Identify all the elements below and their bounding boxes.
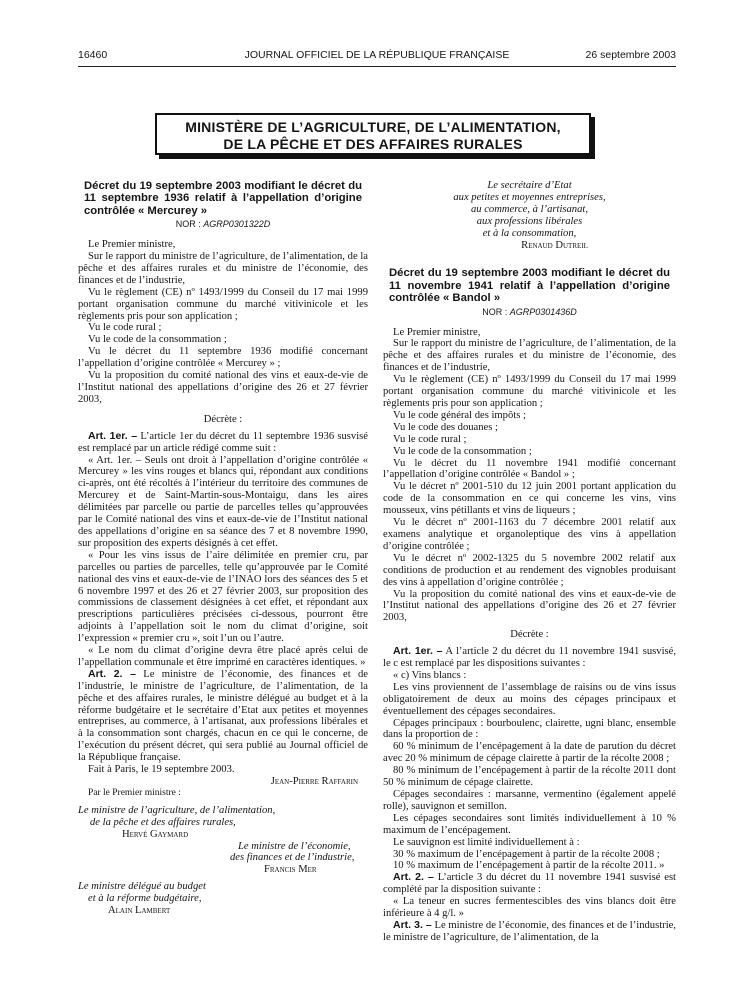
- article-label: Art. 2. –: [393, 871, 434, 884]
- nor-code: AGRP0301322D: [203, 219, 271, 230]
- page-header: [78, 49, 676, 63]
- paragraph: « Pour les vins issus de l’aire délimitée en premier cru, par parcelles ou parties de parcelles, telle qu’approuvée par le Comité national des vins et eaux-de-vie de l’INAO lors des séances des 5 et 6 novembre 1997 et des 26 et 27 février 2003, sur proposition des commissions de classement désignées à cet effet, et répondant aux prescriptions particulières précisées ci-dessous, pourront être adjoints à l’appellation soit le nom du climat d’origine, soit l’expression « premier cru », soit l’un ou l’autre.: [78, 549, 368, 645]
- nor-label: NOR :: [175, 219, 201, 230]
- paragraph: « La teneur en sucres fermentescibles des vins blancs doit être inférieure à 4 g/l. »: [383, 896, 676, 920]
- paragraph: « Le nom du climat d’origine devra être placé après celui de l’appellation communale et être imprimé en caractères identiques. »: [78, 645, 368, 668]
- signature-title: de la pêche et des affaires rurales,: [90, 816, 236, 828]
- decrete-heading: Décrète :: [203, 413, 243, 425]
- paragraph: Les cépages secondaires sont limités individuellement à 10 % maximum de l’encépagement.: [383, 812, 676, 836]
- signature-title: des finances et de l’industrie,: [230, 852, 355, 864]
- paragraph: Vu le code général des impôts ;: [393, 409, 526, 421]
- nor-reference: [383, 307, 676, 319]
- paragraph: Le Premier ministre,: [393, 326, 481, 338]
- decree-title-mercurey: Décret du 19 septembre 2003 modifiant le décret du 11 septembre 1936 relatif à l’appellation d’origine contrôlée « Mercurey »: [84, 180, 362, 217]
- right-column: [383, 180, 676, 944]
- issue-date: 26 septembre 2003: [585, 49, 676, 61]
- paragraph: 30 % maximum de l’encépagement à partir de la récolte 2008 ;: [393, 848, 660, 860]
- signature-title: aux petites et moyennes entreprises,: [453, 191, 606, 203]
- signature-title: Le ministre délégué au budget: [78, 881, 206, 893]
- paragraph: Vu la proposition du comité national des vins et eaux-de-vie de l’Institut national des appellations d’origine des 26 et 27 février 2003,: [383, 588, 676, 624]
- paragraph: Sur le rapport du ministre de l’agriculture, de l’alimentation, de la pêche et des affaires rurales et du ministre de l’économie, des finances et de l’industrie,: [383, 338, 676, 374]
- paragraph: Vu le décret nº 2002-1325 du 5 novembre 2002 relatif aux conditions de production et au rendement des vignobles produisant des vins à appellation d’origine contrôlée ;: [383, 552, 676, 588]
- article-label: Art. 1er. –: [88, 429, 138, 442]
- signature-pm: Jean-Pierre Raffarin: [270, 776, 358, 787]
- signature-name: Renaud Dutreil: [521, 239, 588, 251]
- paragraph: Vu le code des douanes ;: [393, 421, 498, 433]
- article-2: Art. 2. – Le ministre de l’économie, des finances et de l’industrie, le ministre de l’agriculture, de l’alimentation, de la pêche et des affaires rurales, le ministre délégué au budget et à la réforme budgétaire et le secrétaire d’Etat aux petites et moyennes entreprises, au commerce, à l’artisanat, aux professions libérales et à la consommation sont chargés, chacun en ce qui le concerne, de l’exécution du présent décret, qui sera publié au Journal officiel de la République française.: [78, 667, 368, 764]
- ministry-box: [155, 113, 591, 155]
- paragraph: Vu le code de la consommation ;: [393, 445, 532, 457]
- signature-title: et à la réforme budgétaire,: [88, 893, 202, 905]
- signature-name: Hervé Gaymard: [122, 828, 189, 840]
- article-2: Art. 2. – L’article 3 du décret du 11 novembre 1941 susvisé est complété par la disposition suivante :: [383, 871, 677, 896]
- ministry-line-2: DE LA PÊCHE ET DES AFFAIRES RURALES: [223, 136, 523, 152]
- paragraph: Cépages secondaires : marsanne, vermentino (également appelé rolle), sauvignon et semillon.: [383, 789, 676, 812]
- paragraph: Vu le code rural ;: [88, 322, 162, 334]
- paragraph: Vu la proposition du comité national des vins et eaux-de-vie de l’Institut national des appellations d’origine des 26 et 27 février 2003,: [78, 370, 368, 405]
- signature-title: au commerce, à l’artisanat,: [470, 203, 588, 215]
- article-label: Art. 2. –: [88, 667, 136, 680]
- paragraph: Vu le code rural ;: [393, 433, 467, 445]
- signature-by: Par le Premier ministre :: [88, 787, 181, 798]
- decrete-heading: Décrète :: [510, 629, 549, 641]
- paragraph: Vu le décret du 11 septembre 1936 modifié concernant l’appellation d’origine contrôlée « Mercurey » ;: [78, 346, 368, 370]
- paragraph: Le sauvignon est limité individuellement à :: [393, 836, 580, 848]
- left-column: [78, 180, 368, 917]
- paragraph: 60 % minimum de l’encépagement à la date de parution du décret avec 20 % minimum de cépage clairette à partir de la récolte 2008 ;: [383, 741, 676, 765]
- paragraph: Vu le décret du 11 novembre 1941 modifié concernant l’appellation d’origine contrôlée « Bandol » ;: [383, 457, 676, 481]
- done-at: Fait à Paris, le 19 septembre 2003.: [88, 764, 235, 776]
- paragraph: Vu le décret nº 2001-1163 du 7 décembre 2001 relatif aux examens analytique et organoleptique des vins à appellation d’origine contrôlée ;: [383, 517, 676, 552]
- ministry-line-1: MINISTÈRE DE L’AGRICULTURE, DE L’ALIMENTATION,: [185, 119, 561, 135]
- article-1: Art. 1er. – A l’article 2 du décret du 11 novembre 1941 susvisé, le c est remplacé par les dispositions suivantes :: [383, 645, 676, 670]
- nor-reference: [78, 219, 368, 231]
- article-1: Art. 1er. – L’article 1er du décret du 11 septembre 1936 susvisé est remplacé par un article rédigé comme suit :: [78, 429, 368, 454]
- paragraph: 10 % maximum de l’encépagement à partir de la récolte 2011. »: [393, 860, 665, 872]
- article-3: Art. 3. – Le ministre de l’économie, des finances et de l’industrie, le ministre de l’agriculture, de l’alimentation, de la: [383, 918, 676, 943]
- nor-label: NOR :: [482, 306, 508, 317]
- paragraph: « c) Vins blancs :: [393, 669, 467, 681]
- paragraph: Vu le règlement (CE) nº 1493/1999 du Conseil du 17 mai 1999 portant organisation commune du marché vitivinicole et les règlements pris pour son application ;: [78, 286, 368, 322]
- page-number: 16460: [78, 49, 108, 61]
- paragraph: 80 % minimum de l’encépagement à partir de la récolte 2011 dont 50 % minimum de cépage clairette.: [383, 765, 676, 789]
- signature-title: Le secrétaire d’Etat: [487, 180, 572, 191]
- header-rule: [78, 66, 676, 67]
- paragraph: Les vins proviennent de l’assemblage de raisins ou de vins issus obligatoirement de deux au moins des cépages principaux et éventuellement des cépages secondaires.: [383, 681, 676, 717]
- article-label: Art. 1er. –: [393, 645, 443, 658]
- paragraph: Vu le code de la consommation ;: [88, 334, 227, 346]
- article-label: Art. 3. –: [393, 918, 432, 931]
- paragraph: Cépages principaux : bourboulenc, clairette, ugni blanc, ensemble dans la proportion de :: [383, 717, 676, 741]
- signature-title: et à la consommation,: [482, 227, 577, 239]
- signature-title: Le ministre de l’économie,: [238, 840, 351, 852]
- nor-code: AGRP0301436D: [509, 306, 577, 317]
- signature-title: Le ministre de l’agriculture, de l’alimentation,: [78, 804, 276, 816]
- paragraph: « Art. 1er. – Seuls ont droit à l’appellation d’origine contrôlée « Mercurey » les vins rouges et blancs qui, répondant aux conditions ci-après, ont été récoltés à l’intérieur du territoire des communes de Mercurey et de Saint-Martin-sous-Montaigu, dans les aires délimitées par parcelle ou partie de parcelles telles qu’approuvées par le Comité national des vins et eaux-de-vie de l’Institut national des appellations d’origine en sa séance des 7 et 8 novembre 1990, sur proposition des experts désignés à cet effet.: [78, 454, 368, 549]
- signature-title: aux professions libérales: [476, 215, 583, 227]
- paragraph: Le Premier ministre,: [88, 239, 176, 251]
- journal-title: JOURNAL OFFICIEL DE LA RÉPUBLIQUE FRANÇAISE: [244, 49, 510, 61]
- signature-name: Alain Lambert: [108, 905, 171, 917]
- decree-title-bandol: Décret du 19 septembre 2003 modifiant le décret du 11 novembre 1941 relatif à l’appellation d’origine contrôlée « Bandol »: [389, 267, 670, 305]
- paragraph: Vu le règlement (CE) nº 1493/1999 du Conseil du 17 mai 1999 portant organisation commune du marché vitivinicole et les règlements pris pour son application ;: [383, 374, 676, 409]
- paragraph: Vu le décret nº 2001-510 du 12 juin 2001 portant application du code de la consommation en ce qui concerne les vins, vins mousseux, vins pétillants et vins de liqueurs ;: [383, 481, 676, 517]
- signature-name: Francis Mer: [264, 864, 317, 876]
- paragraph: Sur le rapport du ministre de l’agriculture, de l’alimentation, de la pêche et des affaires rurales et du ministre de l’économie, des finances et de l’industrie,: [78, 251, 368, 286]
